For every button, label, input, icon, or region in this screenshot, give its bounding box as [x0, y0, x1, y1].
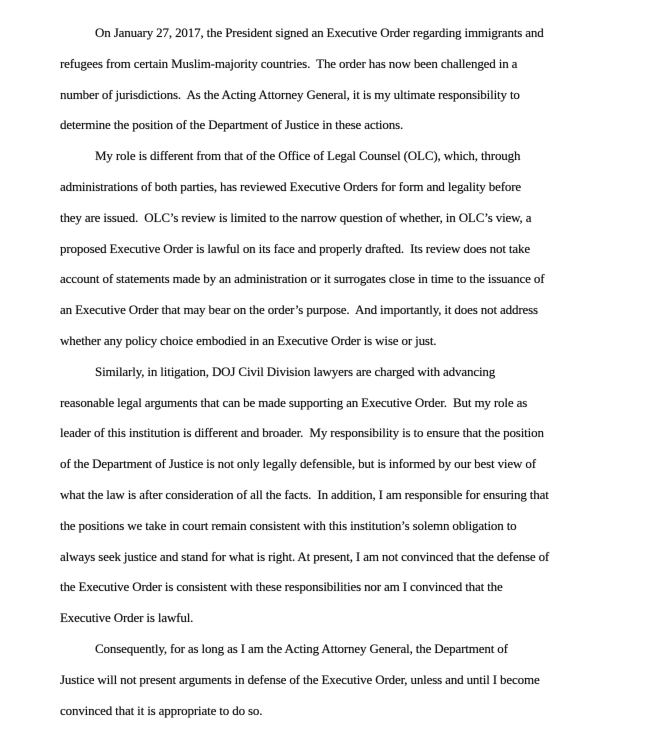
text-line: the Executive Order is consistent with these responsibilities nor am I convinced that the — [60, 579, 503, 595]
paragraph-conclusion — [60, 634, 632, 726]
text-line: always seek justice and stand for what is right. At present, I am not convinced that the defense of — [60, 548, 550, 564]
paragraph-olc-role — [60, 141, 632, 357]
text-line: On January 27, 2017, the President signed an Executive Order regarding immigrants and — [95, 25, 544, 40]
text-line: whether any policy choice embodied in an Executive Order is wise or just. — [60, 332, 437, 348]
paragraph-intro — [60, 18, 632, 141]
text-line: what the law is after consideration of all the facts. In addition, I am responsible for ensuring that — [60, 486, 549, 502]
text-line: Consequently, for as long as I am the Acting Attorney General, the Department of — [95, 640, 508, 656]
text-line: an Executive Order that may bear on the order’s purpose. And importantly, it does not address — [60, 302, 538, 318]
text-line: convinced that it is appropriate to do so. — [60, 702, 263, 718]
letter-body — [60, 18, 632, 726]
text-line: reasonable legal arguments that can be made supporting an Executive Order. But my role as — [60, 394, 528, 410]
text-line: My role is different from that of the Office of Legal Counsel (OLC), which, through — [95, 148, 521, 164]
text-line: administrations of both parties, has reviewed Executive Orders for form and legality before — [60, 178, 522, 194]
text-line: account of statements made by an administration or it surrogates close in time to the issuance of — [60, 271, 545, 287]
text-line: they are issued. OLC’s review is limited to the narrow question of whether, in OLC’s view, a — [60, 209, 532, 225]
text-line: Similarly, in litigation, DOJ Civil Division lawyers are charged with advancing — [95, 363, 496, 379]
text-line: leader of this institution is different and broader. My responsibility is to ensure that the position — [60, 425, 544, 441]
text-line: Executive Order is lawful. — [60, 610, 194, 626]
text-line: Justice will not present arguments in defense of the Executive Order, unless and until I become — [60, 671, 540, 687]
text-line: proposed Executive Order is lawful on its face and properly drafted. Its review does not take — [60, 240, 530, 256]
text-line: of the Department of Justice is not only legally defensible, but is informed by our best view of — [60, 456, 536, 472]
text-line: determine the position of the Department of Justice in these actions. — [60, 117, 404, 133]
text-line: the positions we take in court remain consistent with this institution’s solemn obligation to — [60, 517, 517, 533]
text-line: refugees from certain Muslim-majority countries. The order has now been challenged in a — [60, 55, 518, 71]
text-line: number of jurisdictions. As the Acting Attorney General, it is my ultimate responsibility to — [60, 86, 520, 102]
paragraph-doj-position — [60, 357, 632, 634]
